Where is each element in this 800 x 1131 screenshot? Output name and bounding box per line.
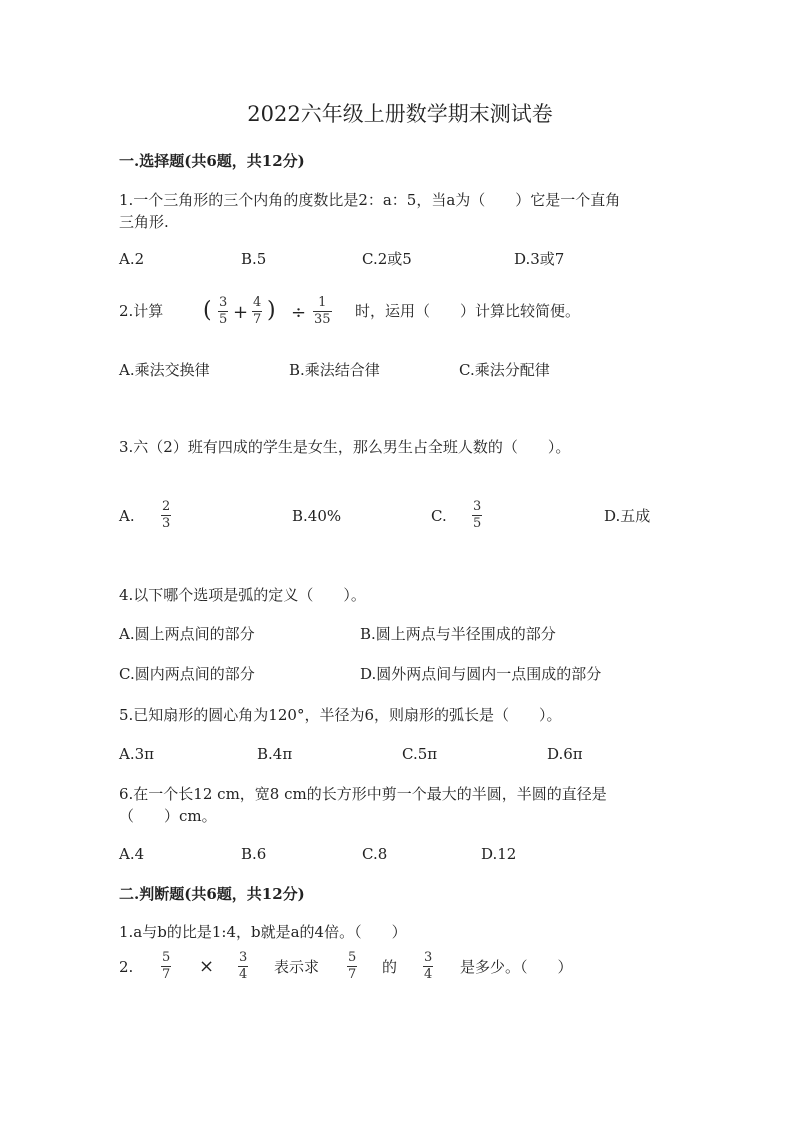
- q3-option-b: B.40%: [292, 507, 342, 525]
- fraction-numerator: 4: [253, 295, 262, 310]
- q1-option-c: C.2或5: [362, 250, 412, 268]
- jq2-fraction-3: [347, 951, 357, 982]
- question-3-text: 3.六（2）班有四成的学生是女生，那么男生占全班人数的（ ）。: [119, 438, 571, 456]
- q2-close-paren: ): [267, 298, 276, 323]
- question-6-text: 6.在一个长12 cm，宽8 cm的长方形中剪一个最大的半圆，半圆的直径是: [119, 785, 607, 803]
- q2-fraction-3: [313, 296, 332, 327]
- q3-option-a-fraction: [161, 500, 171, 531]
- fraction-denominator: 4: [424, 967, 433, 982]
- q5-option-b: B.4π: [257, 745, 293, 763]
- jq2-mid-text: 表示求: [274, 958, 320, 976]
- fraction-numerator: 3: [473, 499, 482, 514]
- fraction-numerator: 2: [162, 499, 171, 514]
- q4-option-c: C.圆内两点间的部分: [119, 665, 255, 683]
- jq2-times: ×: [199, 956, 215, 977]
- question-1-text: 1.一个三角形的三个内角的度数比是2：a：5，当a为（ ）它是一个直角: [119, 191, 621, 209]
- fraction-denominator: 5: [473, 516, 482, 531]
- q3-option-c-fraction: [472, 500, 482, 531]
- fraction-numerator: 3: [219, 295, 228, 310]
- judge-question-2-prefix: 2.: [119, 958, 134, 976]
- q2-plus: +: [233, 302, 249, 323]
- q3-option-c-label: C.: [431, 507, 447, 525]
- fraction-numerator: 5: [348, 950, 357, 965]
- fraction-denominator: 7: [348, 967, 357, 982]
- fraction-denominator: 3: [162, 516, 171, 531]
- jq2-suffix: 是多少。（ ）: [460, 958, 573, 976]
- q1-option-d: D.3或7: [514, 250, 565, 268]
- q6-option-a: A.4: [119, 845, 145, 863]
- q2-fraction-2: [252, 296, 262, 327]
- fraction-denominator: 5: [219, 312, 228, 327]
- jq2-of-text: 的: [382, 958, 398, 976]
- q5-option-d: D.6π: [547, 745, 583, 763]
- question-6-text-cont: （ ）cm。: [119, 807, 217, 825]
- question-1-text-cont: 三角形.: [119, 213, 169, 231]
- section-heading: 二.判断题(共6题，共12分): [119, 885, 305, 903]
- q2-option-a: A.乘法交换律: [119, 361, 210, 379]
- q4-option-a: A.圆上两点间的部分: [119, 625, 255, 643]
- question-2-prefix: 2.计算: [119, 302, 164, 320]
- q6-option-c: C.8: [362, 845, 388, 863]
- q3-option-a-label: A.: [119, 507, 135, 525]
- question-4-text: 4.以下哪个选项是弧的定义（ ）。: [119, 586, 366, 604]
- q6-option-b: B.6: [241, 845, 267, 863]
- q1-option-b: B.5: [241, 250, 267, 268]
- fraction-numerator: 1: [318, 295, 327, 310]
- jq2-fraction-2: [238, 951, 248, 982]
- fraction-numerator: 3: [424, 950, 433, 965]
- q4-option-b: B.圆上两点与半径围成的部分: [360, 625, 556, 643]
- q2-divide: ÷: [291, 302, 307, 323]
- page-title: 2022六年级上册数学期末测试卷: [247, 102, 553, 126]
- q2-option-b: B.乘法结合律: [289, 361, 380, 379]
- fraction-denominator: 7: [162, 967, 171, 982]
- q5-option-c: C.5π: [402, 745, 438, 763]
- fraction-denominator: 4: [239, 967, 248, 982]
- jq2-fraction-4: [423, 951, 433, 982]
- fraction-denominator: 35: [314, 312, 331, 327]
- fraction-numerator: 3: [239, 950, 248, 965]
- q5-option-a: A.3π: [119, 745, 155, 763]
- q6-option-d: D.12: [481, 845, 517, 863]
- q2-open-paren: (: [203, 298, 212, 323]
- question-2-suffix: 时，运用（ ）计算比较简便。: [355, 302, 581, 320]
- q3-option-d: D.五成: [604, 507, 651, 525]
- section-heading: 一.选择题(共6题，共12分): [119, 152, 305, 170]
- fraction-denominator: 7: [253, 312, 262, 327]
- jq2-fraction-1: [161, 951, 171, 982]
- q2-fraction-1: [218, 296, 228, 327]
- question-5-text: 5.已知扇形的圆心角为120°，半径为6，则扇形的弧长是（ ）。: [119, 706, 562, 724]
- q4-option-d: D.圆外两点间与圆内一点围成的部分: [360, 665, 602, 683]
- judge-question-1: 1.a与b的比是1:4，b就是a的4倍。（ ）: [119, 923, 407, 941]
- q2-option-c: C.乘法分配律: [459, 361, 550, 379]
- q1-option-a: A.2: [119, 250, 145, 268]
- fraction-numerator: 5: [162, 950, 171, 965]
